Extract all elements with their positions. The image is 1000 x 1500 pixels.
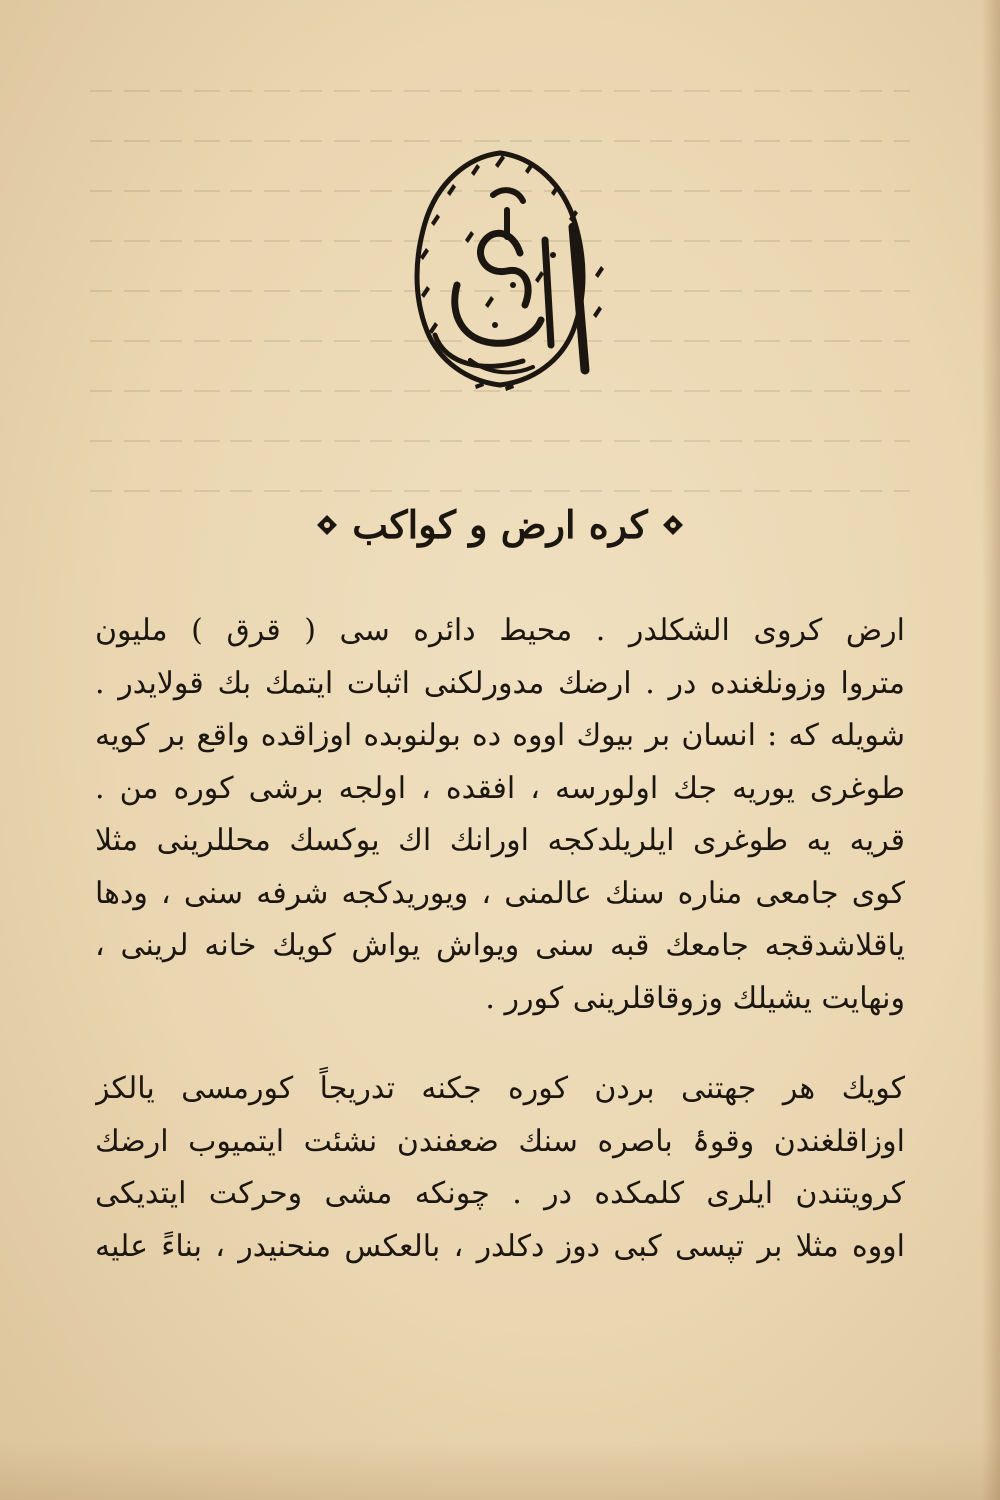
text-line: کرویتندن ایلری کلمکده در . چونکه مشی وحرکت ایتدیکی [95,1176,905,1211]
page-edge-shadow [982,0,1000,1500]
text-line: قریه یه طوغری ایلریلدکجه اورانك اك یوکسك محللرینی مثلا [95,823,905,858]
text-line: ارض کروی الشکلدر . محیط دائره سی ( قرق ) ملیون [95,613,905,648]
text-line: طوغری یوریه جك اولورسه ، افقده ، اولجه برشی کوره من . [95,770,905,806]
text-line: یاقلاشدقجه جامعك قبه سنی ویواش یواش کویك خانه لرینی ، [95,928,905,963]
fleuron-icon [662,514,684,536]
paragraph [95,1063,905,1273]
calligraphy-ornament-icon [375,135,625,400]
text-line: اووه مثلا بر تپسی کبی دوز دکلدر ، بالعکس منحنیدر ، بناءً علیه [95,1228,905,1264]
text-line: ونهایت یشیلك وزوقاقلرینی کورر . [485,980,905,1016]
fleuron-icon [316,514,338,536]
section-heading [280,490,720,560]
paragraph [95,605,905,1025]
text-line: متروا وزونلغنده در . ارضك مدورلکنی اثبات ایتمك بك قولایدر . [95,665,905,701]
text-line: کویك هر جهتنی بردن کوره جکنه تدریجاً کورمسی یالکز [95,1071,905,1106]
section-title: کره ارض و کواکب [352,502,648,547]
text-line: اوزاقلغندن وقوۂ باصره سنك ضعفندن نشئت ایتمیوب ارضك [95,1123,905,1159]
calligraphy-emblem [375,135,625,400]
body-text [95,605,905,1273]
text-line: شویله که : انسان بر بیوك اووه ده بولنوبده اوزاقده واقع بر کویه [95,718,905,753]
text-line: کوی جامعی مناره سنك عالمنی ، ویوریدکجه شرفه سنی ، ودها [95,875,905,911]
page-bottom-shadow [0,1440,1000,1500]
